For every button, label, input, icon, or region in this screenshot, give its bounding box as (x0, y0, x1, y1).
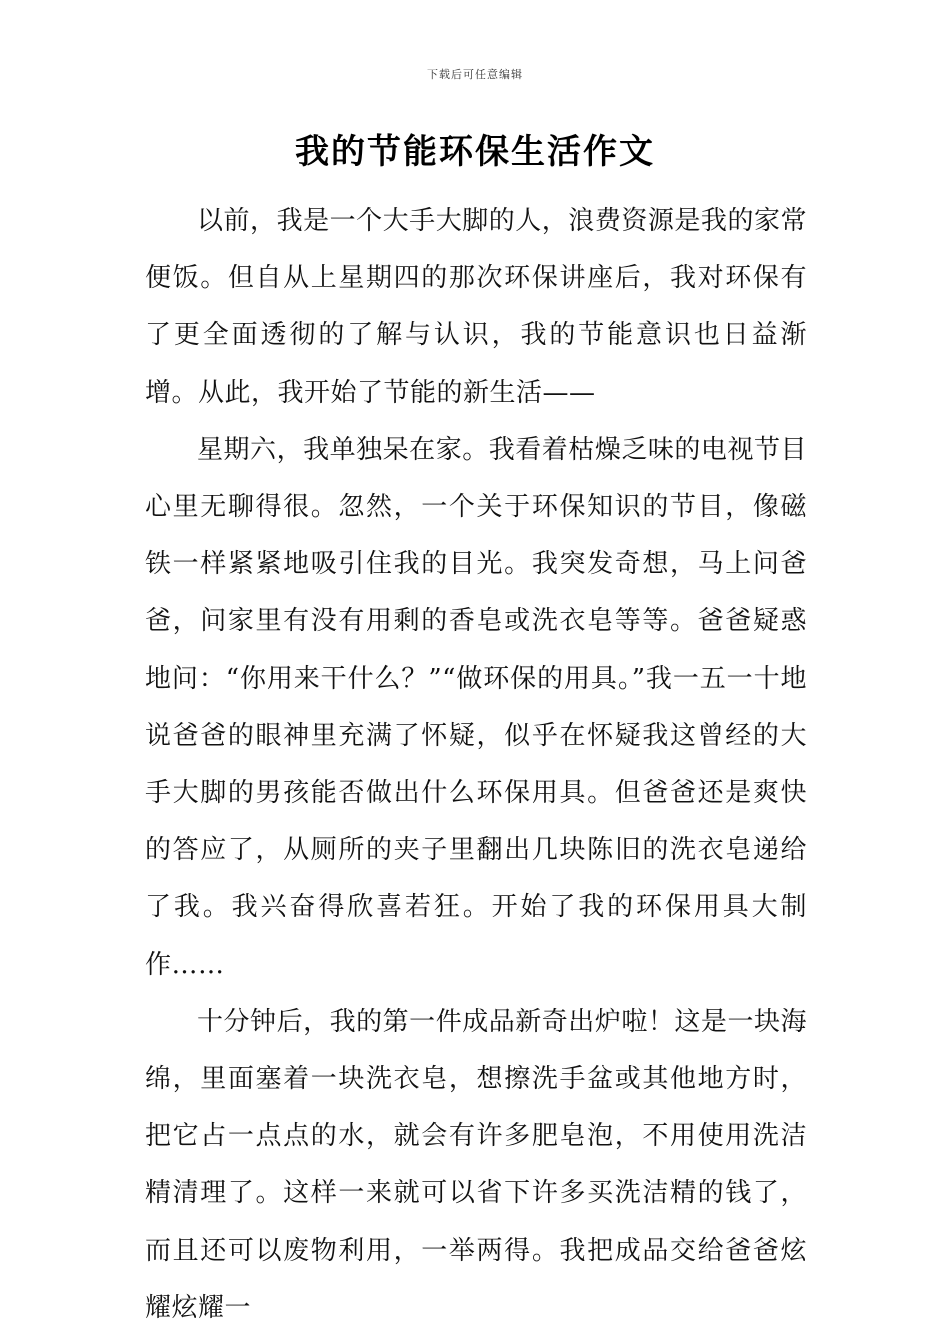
paragraph: 星期六，我单独呆在家。我看着枯燥乏味的电视节目心里无聊得很。忽然，一个关于环保知识的节目，像磁铁一样紧紧地吸引住我的目光。我突发奇想，马上问爸爸，问家里有没有用剩的香皂或洗衣皂等等。爸爸疑惑地问：“你用来干什么？”“做环保的用具。”我一五一十地说爸爸的眼神里充满了怀疑，似乎在怀疑我这曾经的大手大脚的男孩能否做出什么环保用具。但爸爸还是爽快的答应了，从厕所的夹子里翻出几块陈旧的洗衣皂递给了我。我兴奋得欣喜若狂。开始了我的环保用具大制作…… (145, 434, 807, 980)
header-note: 下载后可任意编辑 (427, 68, 523, 81)
paragraph: 十分钟后，我的第一件成品新奇出炉啦！这是一块海绵，里面塞着一块洗衣皂，想擦洗手盆或其他地方时，把它占一点点的水，就会有许多肥皂泡，不用使用洗洁精清理了。这样一来就可以省下许多买洗洁精的钱了，而且还可以废物利用，一举两得。我把成品交给爸爸炫耀炫耀一 (145, 1006, 807, 1323)
document-title: 我的节能环保生活作文 (295, 132, 655, 172)
document-body (145, 193, 807, 1337)
paragraph: 以前，我是一个大手大脚的人，浪费资源是我的家常便饭。但自从上星期四的那次环保讲座后，我对环保有了更全面透彻的了解与认识，我的节能意识也日益渐增。从此，我开始了节能的新生活—— (145, 206, 807, 408)
